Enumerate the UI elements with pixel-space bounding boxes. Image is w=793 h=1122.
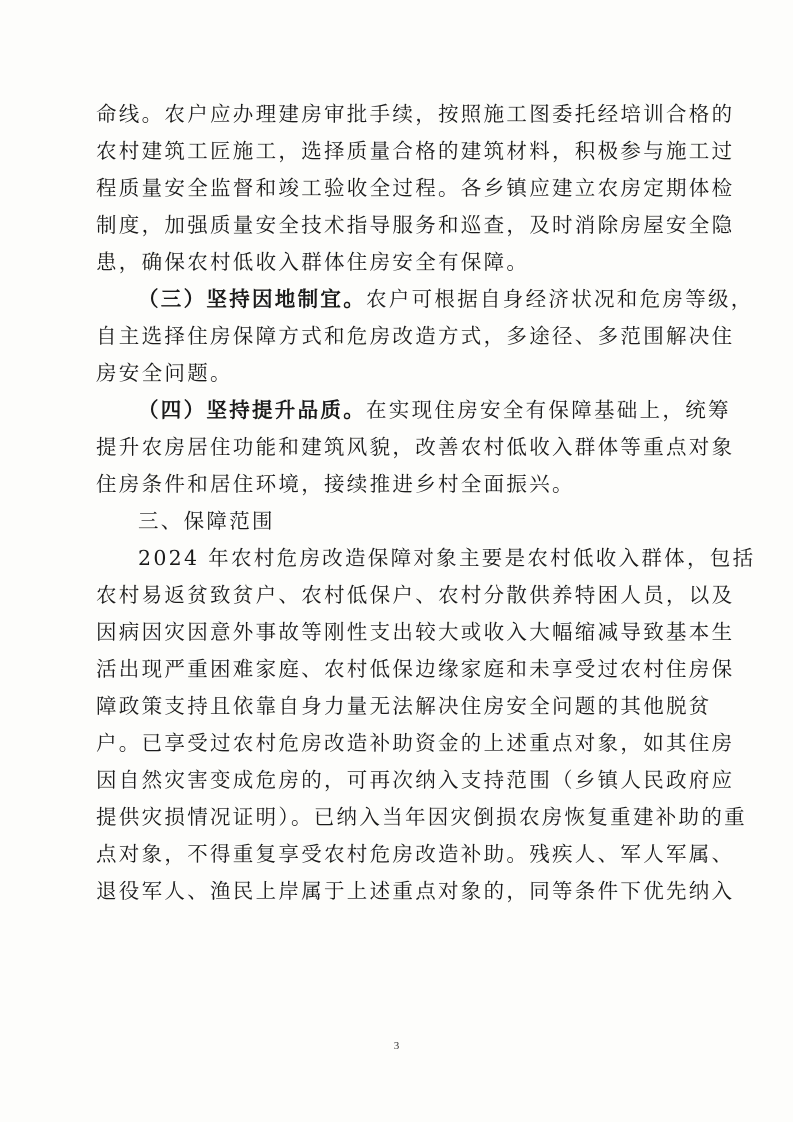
text-line: 退役军人、渔民上岸属于上述重点对象的，同等条件下优先纳入 xyxy=(96,879,735,903)
text-span: 农户可根据自身经济状况和危房等级， xyxy=(366,287,754,311)
text-line: 农村建筑工匠施工，选择质量合格的建筑材料，积极参与施工过 xyxy=(96,139,735,163)
paragraph-three-first-line xyxy=(96,281,754,318)
text-line: 命线。农户应办理建房审批手续，按照施工图委托经培训合格的 xyxy=(96,102,735,126)
text-line: 提供灾损情况证明）。已纳入当年因灾倒损农房恢复重建补助的重 xyxy=(96,805,747,829)
text-line: 患，确保农村低收入群体住房安全有保障。 xyxy=(96,250,530,274)
text-span: 在实现住房安全有保障基础上，统筹 xyxy=(366,398,731,422)
text-line: 因病因灾因意外事故等刚性支出较大或收入大幅缩减导致基本生 xyxy=(96,620,735,644)
text-line: 程质量安全监督和竣工验收全过程。各乡镇应建立农房定期体检 xyxy=(96,176,735,200)
page-number: 3 xyxy=(393,1040,400,1052)
text-line: 因自然灾害变成危房的，可再次纳入支持范围（乡镇人民政府应 xyxy=(96,768,735,792)
paragraph-four-first-line xyxy=(96,392,731,429)
body-text xyxy=(96,96,756,910)
text-line: 制度，加强质量安全技术指导服务和巡查，及时消除房屋安全隐 xyxy=(96,213,735,237)
text-line: 住房条件和居住环境，接续推进乡村全面振兴。 xyxy=(96,472,575,496)
subheading-four: （四）坚持提升品质。 xyxy=(138,398,366,422)
text-line: 活出现严重困难家庭、农村低保边缘家庭和未享受过农村住房保 xyxy=(96,657,735,681)
section-heading: 三、保障范围 xyxy=(138,509,275,533)
text-line: 2024 年农村危房改造保障对象主要是农村低收入群体，包括 xyxy=(138,546,756,570)
text-line: 障政策支持且依靠自身力量无法解决住房安全问题的其他脱贫 xyxy=(96,694,712,718)
text-line: 农村易返贫致贫户、农村低保户、农村分散供养特困人员，以及 xyxy=(96,583,735,607)
text-line: 点对象，不得重复享受农村危房改造补助。残疾人、军人军属、 xyxy=(96,842,735,866)
text-line: 户。已享受过农村危房改造补助资金的上述重点对象，如其住房 xyxy=(96,731,735,755)
subheading-three: （三）坚持因地制宜。 xyxy=(138,287,366,311)
text-line: 提升农房居住功能和建筑风貌，改善农村低收入群体等重点对象 xyxy=(96,435,735,459)
text-line: 自主选择住房保障方式和危房改造方式，多途径、多范围解决住 xyxy=(96,324,735,348)
text-line: 房安全问题。 xyxy=(96,361,233,385)
